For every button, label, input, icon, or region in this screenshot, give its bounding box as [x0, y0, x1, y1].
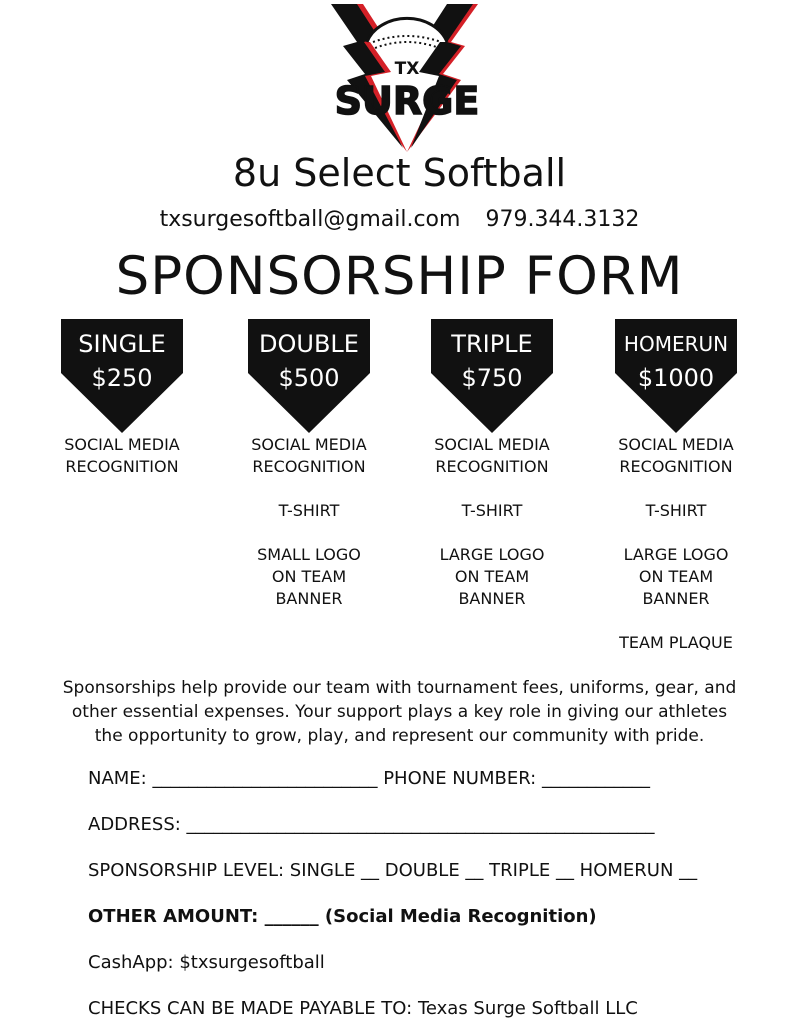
benefit-item: T-SHIRT [645, 501, 707, 520]
benefit-item: SOCIAL MEDIA RECOGNITION [434, 435, 550, 476]
tier-name: SINGLE [78, 330, 166, 358]
svg-text:SURGE: SURGE [334, 79, 480, 123]
team-subtitle: 8u Select Softball [232, 151, 567, 195]
tier-double-plate [248, 319, 370, 433]
other-amount-field[interactable]: OTHER AMOUNT: ______ (Social Media Recognition) [88, 906, 597, 927]
tier-name: HOMERUN [623, 332, 729, 356]
checks-payable-info: CHECKS CAN BE MADE PAYABLE TO: Texas Surge Softball LLC [88, 998, 638, 1019]
tier-name: DOUBLE [259, 330, 359, 358]
benefit-item: SMALL LOGO ON TEAM BANNER [257, 545, 361, 608]
tier-name: TRIPLE [451, 330, 533, 358]
svg-text:TX: TX [394, 59, 420, 79]
tier-single-plate [61, 319, 183, 433]
address-field[interactable]: ADDRESS: ____________________________________________________ [88, 814, 655, 835]
benefit-item: SOCIAL MEDIA RECOGNITION [251, 435, 367, 476]
cashapp-info: CashApp: $txsurgesoftball [88, 952, 325, 973]
contact-email: txsurgesoftball@gmail.com [159, 207, 461, 232]
tier-homerun-benefits [591, 434, 761, 676]
benefit-item: SOCIAL MEDIA RECOGNITION [64, 435, 180, 476]
tier-homerun-plate [615, 319, 737, 433]
sponsorship-level-field[interactable]: SPONSORSHIP LEVEL: SINGLE __ DOUBLE __ TRIPLE __ HOMERUN __ [88, 860, 698, 881]
benefit-item: LARGE LOGO ON TEAM BANNER [439, 545, 545, 608]
name-phone-field[interactable]: NAME: _________________________ PHONE NUMBER: ____________ [88, 768, 650, 789]
benefit-item: SOCIAL MEDIA RECOGNITION [618, 435, 734, 476]
tier-triple-benefits [407, 434, 577, 632]
tier-single-benefits [37, 434, 207, 500]
contact-info [0, 205, 799, 235]
tier-price: $250 [91, 364, 153, 392]
tier-triple-plate [431, 319, 553, 433]
softball-lightning-logo-icon [327, 2, 487, 154]
contact-phone: 979.344.3132 [485, 207, 640, 232]
tier-price: $750 [461, 364, 523, 392]
sponsorship-description: Sponsorships help provide our team with tournament fees, uniforms, gear, and other essential expenses. Your support plays a key role in giving our athletes the opportunity to grow, play, and represent our community with pride. [62, 678, 737, 746]
page-title: SPONSORSHIP FORM [115, 246, 684, 307]
tier-price: $1000 [637, 364, 715, 392]
benefit-item: T-SHIRT [278, 501, 340, 520]
tier-double-benefits [224, 434, 394, 632]
benefit-item: TEAM PLAQUE [619, 633, 733, 652]
benefit-item: LARGE LOGO ON TEAM BANNER [623, 545, 729, 608]
tx-surge-logo [327, 2, 487, 154]
tier-price: $500 [278, 364, 340, 392]
benefit-item: T-SHIRT [461, 501, 523, 520]
